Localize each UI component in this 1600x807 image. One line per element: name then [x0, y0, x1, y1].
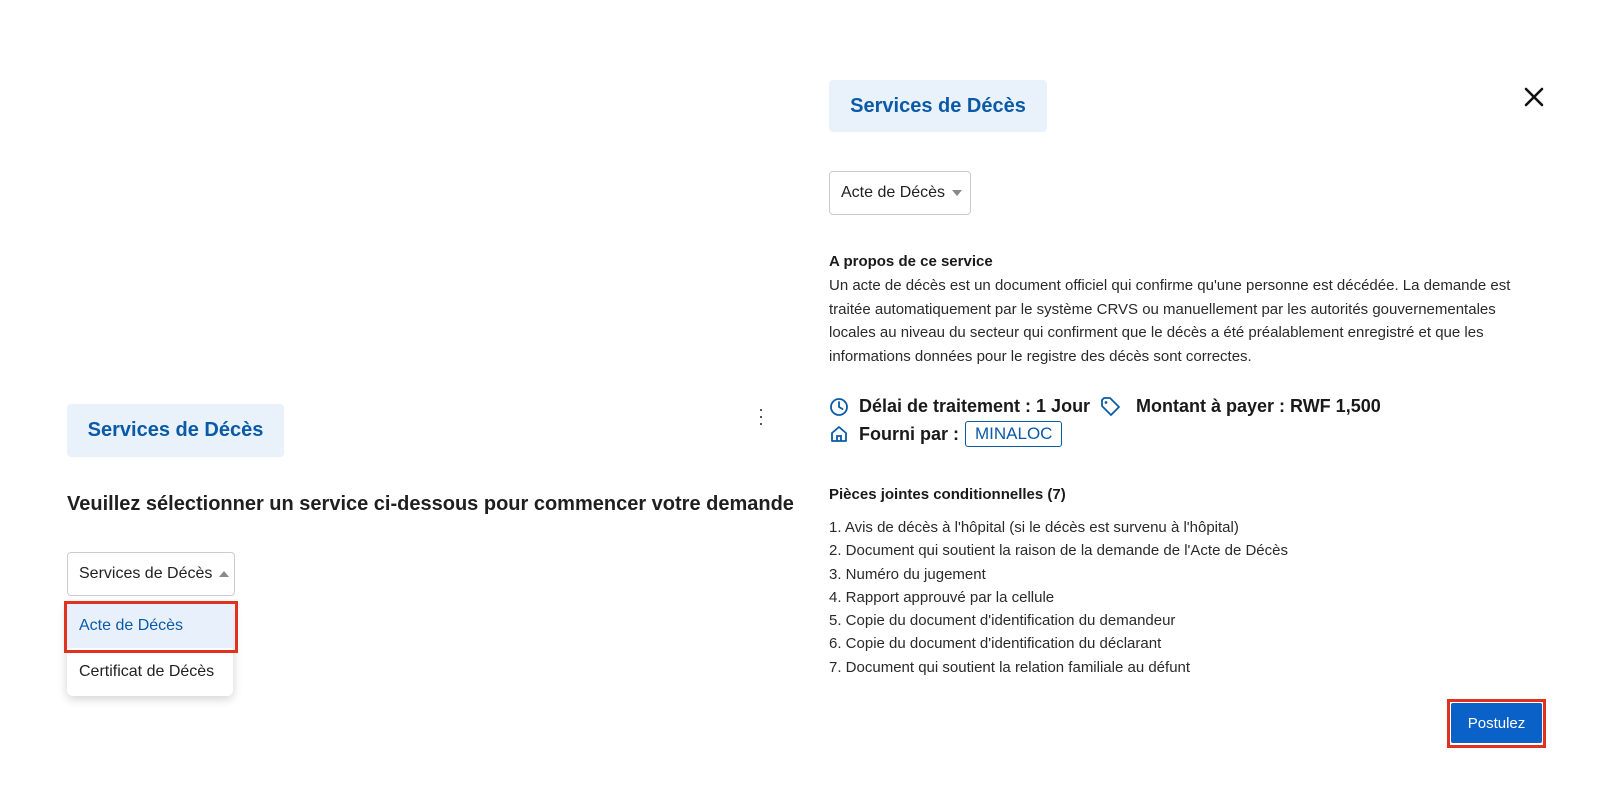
- list-item: 3. Numéro du jugement: [829, 565, 986, 583]
- list-item: 6. Copie du document d'identification du déclarant: [829, 635, 1162, 653]
- list-item: 1. Avis de décès à l'hôpital (si le décès est survenu à l'hôpital): [829, 519, 1239, 536]
- right-panel-title: Services de Décès: [829, 80, 1047, 132]
- category-select-value: Services de Décès: [79, 565, 213, 582]
- processing-time: [829, 396, 1090, 417]
- about-title: A propos de ce service: [829, 253, 993, 270]
- service-select-value: Acte de Décès: [841, 184, 946, 201]
- price-label: Montant à payer : RWF 1,500: [1136, 396, 1381, 416]
- dropdown-option-acte-de-deces[interactable]: Acte de Décès: [67, 604, 233, 648]
- clock-icon: [829, 397, 849, 417]
- category-select[interactable]: [67, 552, 235, 596]
- close-icon: [1524, 87, 1544, 107]
- left-panel-title: Services de Décès: [67, 404, 284, 457]
- provider: [829, 421, 1062, 447]
- list-item: 5. Copie du document d'identification du demandeur: [829, 612, 1176, 630]
- select-service-prompt: Veuillez sélectionner un service ci-dessous pour commencer votre demande: [67, 493, 794, 515]
- list-item: 7. Document qui soutient la relation familiale au défunt: [829, 658, 1191, 676]
- highlight-box-option: [64, 601, 238, 653]
- list-item: 2. Document qui soutient la raison de la demande de l'Acte de Décès: [829, 542, 1288, 560]
- dropdown-option-certificat-de-deces[interactable]: Certificat de Décès: [79, 663, 215, 680]
- caret-up-icon: [219, 571, 229, 577]
- provider-label: Fourni par :: [859, 423, 959, 444]
- apply-button[interactable]: Postulez: [1451, 703, 1542, 743]
- processing-time-label: Délai de traitement : 1 Jour: [859, 396, 1091, 416]
- provider-badge: MINALOC: [965, 421, 1062, 447]
- service-select[interactable]: [829, 171, 971, 215]
- home-icon: [829, 424, 849, 444]
- caret-down-icon: [952, 190, 962, 196]
- close-button[interactable]: [1517, 80, 1551, 114]
- attachments-list: [829, 516, 1288, 679]
- about-description: Un acte de décès est un document officiel qui confirme qu'une personne est décédée. La demande est traitée automatiquement par le système CRVS ou manuellement par les autorités gouvernementales locales au niveau du secteur qui confirment que le décès a été préalablement enregistré et que les informations données pour le registre des décès sont correctes.: [829, 277, 1511, 365]
- price: [1100, 396, 1381, 417]
- highlight-box-apply: [1447, 699, 1546, 748]
- list-item: 4. Rapport approuvé par la cellule: [829, 588, 1055, 606]
- tag-icon: [1100, 397, 1122, 417]
- attachments-title: Pièces jointes conditionnelles (7): [829, 486, 1066, 503]
- scroll-marker: [760, 407, 763, 427]
